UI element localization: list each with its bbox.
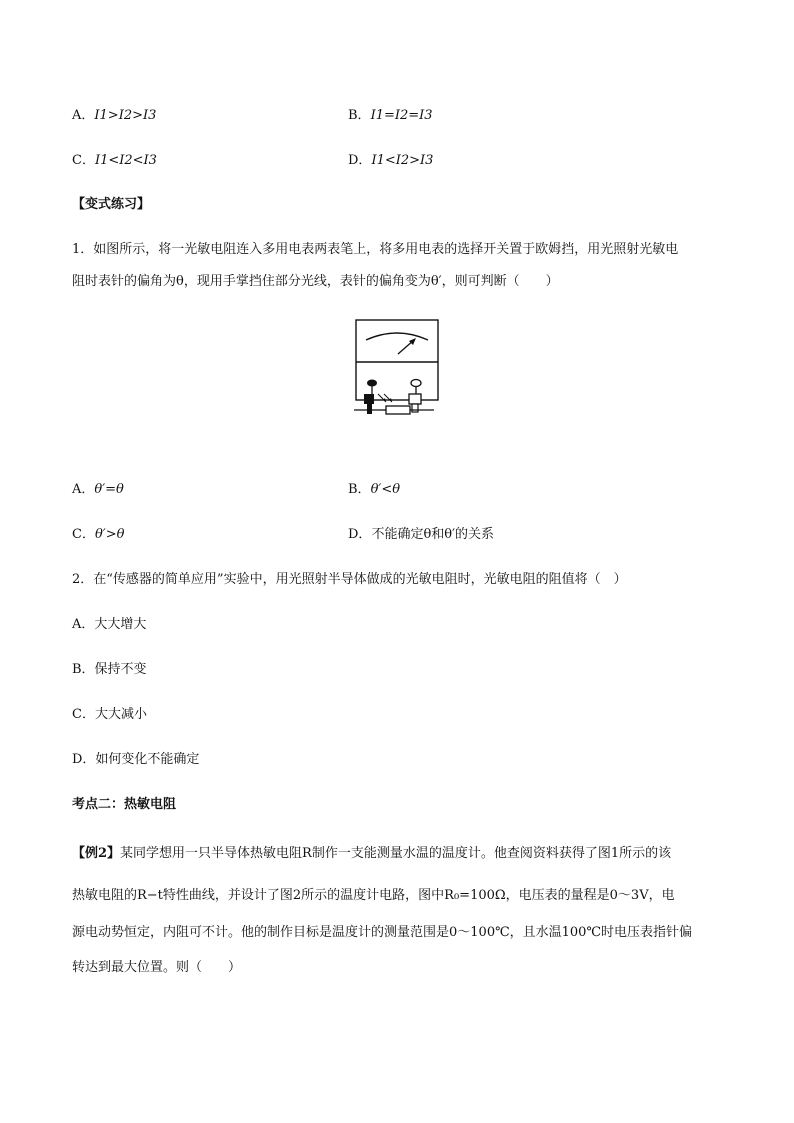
option-d (348, 149, 433, 168)
option-label: A． (72, 482, 95, 497)
option-text: θ′=θ (94, 482, 124, 497)
q1-stem-line1: 1．如图所示，将一光敏电阻连入多用电表两表笔上，将多用电表的选择开关置于欧姆挡，用光照射光敏电 (72, 242, 679, 257)
q2-option-b: B．保持不变 (72, 662, 147, 677)
example2-tag: 【例2】 (72, 846, 121, 861)
multimeter-figure (350, 318, 446, 416)
q1-option-c (72, 523, 124, 542)
q1-option-d (348, 523, 494, 542)
example2-line1 (72, 842, 671, 861)
option-label: B． (348, 482, 371, 497)
option-a (72, 104, 156, 123)
option-text: I1>I2>I3 (94, 108, 157, 123)
q2-option-a: A．大大增大 (72, 617, 147, 632)
option-label: C． (72, 527, 95, 542)
q1-option-a (72, 478, 124, 497)
option-text: θ′<θ (370, 482, 401, 497)
q2-stem: 2．在“传感器的简单应用”实验中，用光照射半导体做成的光敏电阻时，光敏电阻的阻值将（ ） (72, 572, 627, 587)
example2-text: 某同学想用一只半导体热敏电阻R制作一支能测量水温的温度计。他查阅资料获得了图1所示的该 (120, 846, 672, 861)
section-heading: 【变式练习】 (72, 197, 151, 212)
option-text: I1<I2>I3 (371, 153, 434, 168)
option-label: B． (348, 108, 371, 123)
option-c (72, 149, 157, 168)
q2-option-c: C．大大减小 (72, 707, 147, 722)
option-label: C． (72, 153, 95, 168)
example2-line3: 源电动势恒定，内阻可不计。他的制作目标是温度计的测量范围是0～100℃，且水温100℃时电压表指针偏 (72, 925, 692, 940)
option-label: A． (72, 108, 95, 123)
example2-line4: 转达到最大位置。则（ ） (72, 960, 242, 975)
option-text: θ′>θ (94, 527, 125, 542)
option-text: I1=I2=I3 (370, 108, 433, 123)
option-text: I1<I2<I3 (94, 153, 157, 168)
option-text: 不能确定θ和θ′的关系 (371, 527, 495, 542)
option-b (348, 104, 433, 123)
q2-option-d: D．如何变化不能确定 (72, 752, 200, 767)
option-label: D． (348, 153, 372, 168)
example2-line2: 热敏电阻的R−t特性曲线，并设计了图2所示的温度计电路，图中R₀=100Ω，电压表的量程是0～3V，电 (72, 888, 675, 903)
q1-stem-line2: 阻时表针的偏角为θ，现用手掌挡住部分光线，表针的偏角变为θ′，则可判断（ ） (72, 274, 559, 289)
topic-heading: 考点二：热敏电阻 (72, 797, 177, 812)
option-label: D． (348, 527, 372, 542)
q1-option-b (348, 478, 400, 497)
